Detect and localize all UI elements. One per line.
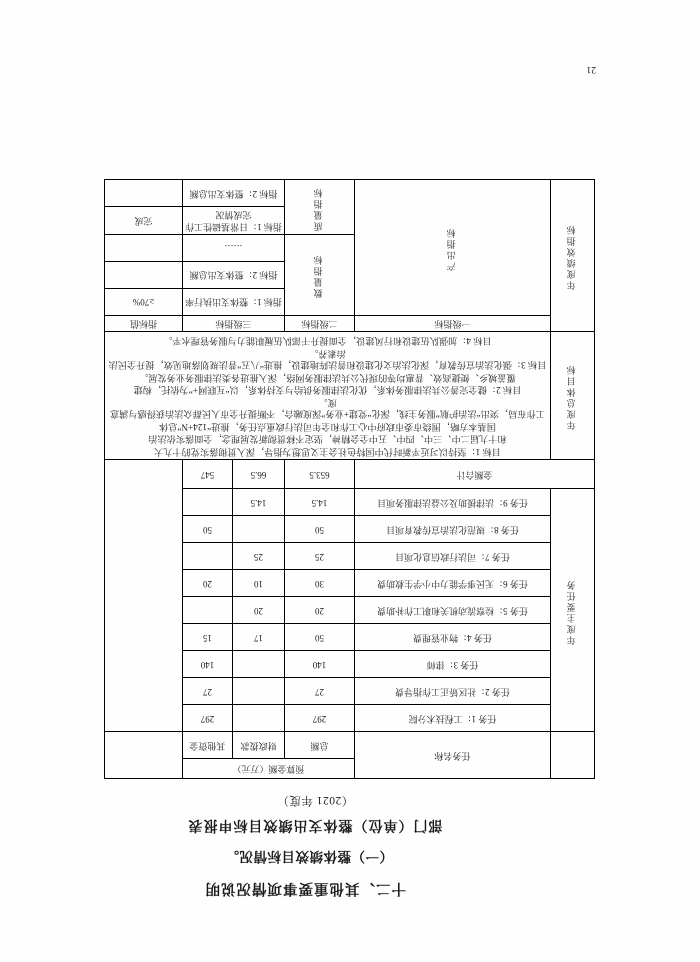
- perf-level3: 指标 2：整体支出总额: [182, 180, 284, 207]
- task-fiscal: 25: [233, 543, 285, 570]
- sum-label: 金额合计: [355, 460, 595, 489]
- task-name: 任务 4：物业管理费: [355, 624, 551, 651]
- perf-level1: 产出指标: [355, 180, 551, 316]
- task-total: 30: [285, 570, 355, 597]
- sum-other: 547: [182, 460, 232, 489]
- task-fiscal: 10: [233, 570, 285, 597]
- header-level1: 一级指标: [355, 315, 551, 331]
- task-total: 27: [285, 678, 355, 705]
- header-amount-other: 其他资金: [182, 732, 232, 759]
- perf-level3: 指标 1：日常基础性工作完成情况: [182, 207, 284, 235]
- goals-text: [104, 332, 550, 460]
- sum-fiscal: 66.5: [233, 460, 285, 489]
- row-label-tasks: 年度主要任务: [551, 489, 595, 732]
- perf-value: 完成: [104, 207, 182, 235]
- page-number: 21: [586, 64, 596, 74]
- header-target-value: 指标值: [104, 315, 182, 331]
- perf-header-row: [104, 315, 594, 331]
- perf-row: [104, 288, 594, 315]
- perf-level3: 指标 1：整体支出执行率: [182, 288, 284, 315]
- task-fiscal: [233, 678, 285, 705]
- header-level2: 二级指标: [285, 315, 355, 331]
- task-name: 任务 3：律师: [355, 651, 551, 678]
- task-other: [182, 489, 232, 516]
- table-header-row-1: [104, 759, 594, 779]
- header-level3: 三级指标: [182, 315, 284, 331]
- task-total: 25: [285, 543, 355, 570]
- goals-row: [104, 332, 594, 460]
- perf-level3: ……: [182, 234, 284, 261]
- table-title: 部门（单位）整体支出绩效目标申报表: [187, 817, 443, 832]
- task-other: [182, 543, 232, 570]
- header-amount-group: 预算金额（万元）: [182, 759, 354, 779]
- task-total: 50: [285, 624, 355, 651]
- task-other: [182, 597, 232, 624]
- perf-value: [104, 234, 182, 261]
- goal-line: 和十九届二中、三中、四中、五中全会精神，坚定不移贯彻新发展理念，全面落实依法治: [148, 434, 507, 445]
- header-task-name: 任务名称: [355, 732, 551, 779]
- task-name: 任务 6：无民事学能力中小学生救助费: [355, 570, 551, 597]
- perf-value: [104, 180, 182, 207]
- row-label-goals: 年度总体目标: [551, 332, 595, 460]
- task-total: 14.5: [285, 489, 355, 516]
- task-fiscal: [233, 516, 285, 543]
- task-other: 140: [182, 651, 232, 678]
- task-total: 140: [285, 651, 355, 678]
- task-fiscal: 14.5: [233, 489, 285, 516]
- sum-total: 653.5: [285, 460, 355, 489]
- task-fiscal: 20: [233, 597, 285, 624]
- perf-level2: 数量指标: [285, 234, 355, 315]
- task-other: 50: [182, 516, 232, 543]
- header-amount-total: 总额: [285, 732, 355, 759]
- task-other: 27: [182, 678, 232, 705]
- task-name: 任务 7：司法行政信息化项目: [355, 543, 551, 570]
- perf-level2: 质量指标: [285, 180, 355, 235]
- section-heading: 十二、其他重要事项情况说明: [204, 880, 406, 896]
- task-total: 297: [285, 705, 355, 732]
- perf-value: ≥70%: [104, 288, 182, 315]
- perf-level3: 指标 2：整体支出总额: [182, 261, 284, 288]
- goal-line: 目标 4：加强队伍建设和行风建设，全面提升干部队伍履职能力与服务管理水平。: [163, 336, 492, 347]
- headings: [0, 793, 700, 900]
- table-row: [104, 705, 594, 732]
- task-total: 50: [285, 516, 355, 543]
- goal-line: 工作布局，突出“法治护航”服务主线，深化“党建+业务”深度融合，不断提升全市人民群众法治获得感与满意度。: [110, 398, 545, 420]
- goal-line: 目标 1：坚持以习近平新时代中国特色社会主义思想为指导，深入贯彻落实党的十九大: [154, 447, 501, 457]
- header-amount-fiscal: 财政拨款: [233, 732, 285, 759]
- goal-line: 目标 3：强化法治宣传教育，深化法治文化建设和普法阵地建设，推进“八五”普法规划落地见效，提升全民法治素养。: [108, 349, 547, 371]
- performance-target-table: [104, 179, 595, 779]
- task-fiscal: [233, 651, 285, 678]
- task-name: 任务 9：法律援助及公益法律服务项目: [355, 489, 551, 516]
- task-other: 20: [182, 570, 232, 597]
- goal-line: 目标 2：健全完善公共法律服务体系，优化法律服务供给与支持体系，以“互联网+”为依托，构建: [133, 385, 522, 396]
- row-label-performance: 年度绩效指标: [551, 180, 595, 332]
- task-fiscal: [233, 705, 285, 732]
- subsection-heading: （一）整体绩效目标情况。: [225, 849, 393, 864]
- task-other: 297: [182, 705, 232, 732]
- task-name: 任务 5：检察流动机关和职工作补助费: [355, 597, 551, 624]
- perf-value: [104, 261, 182, 288]
- goal-line: 国基本方略，围绕市委市政府中心工作和全年司法行政重点任务，推进“124+N”总体: [159, 422, 496, 432]
- task-name: 任务 8：规范化法治宣传教育项目: [355, 516, 551, 543]
- task-other: 15: [182, 624, 232, 651]
- task-fiscal: 17: [233, 624, 285, 651]
- task-total: 20: [285, 597, 355, 624]
- task-name: 任务 1：工程技术分院: [355, 705, 551, 732]
- task-name: 任务 2：社区矫正工作指导费: [355, 678, 551, 705]
- table-year: （2021 年度）: [276, 794, 354, 806]
- goal-line: 覆盖城乡、便捷高效、普惠均等的现代公共法律服务网络，深入推进各类法律服务业务发展。: [139, 373, 516, 383]
